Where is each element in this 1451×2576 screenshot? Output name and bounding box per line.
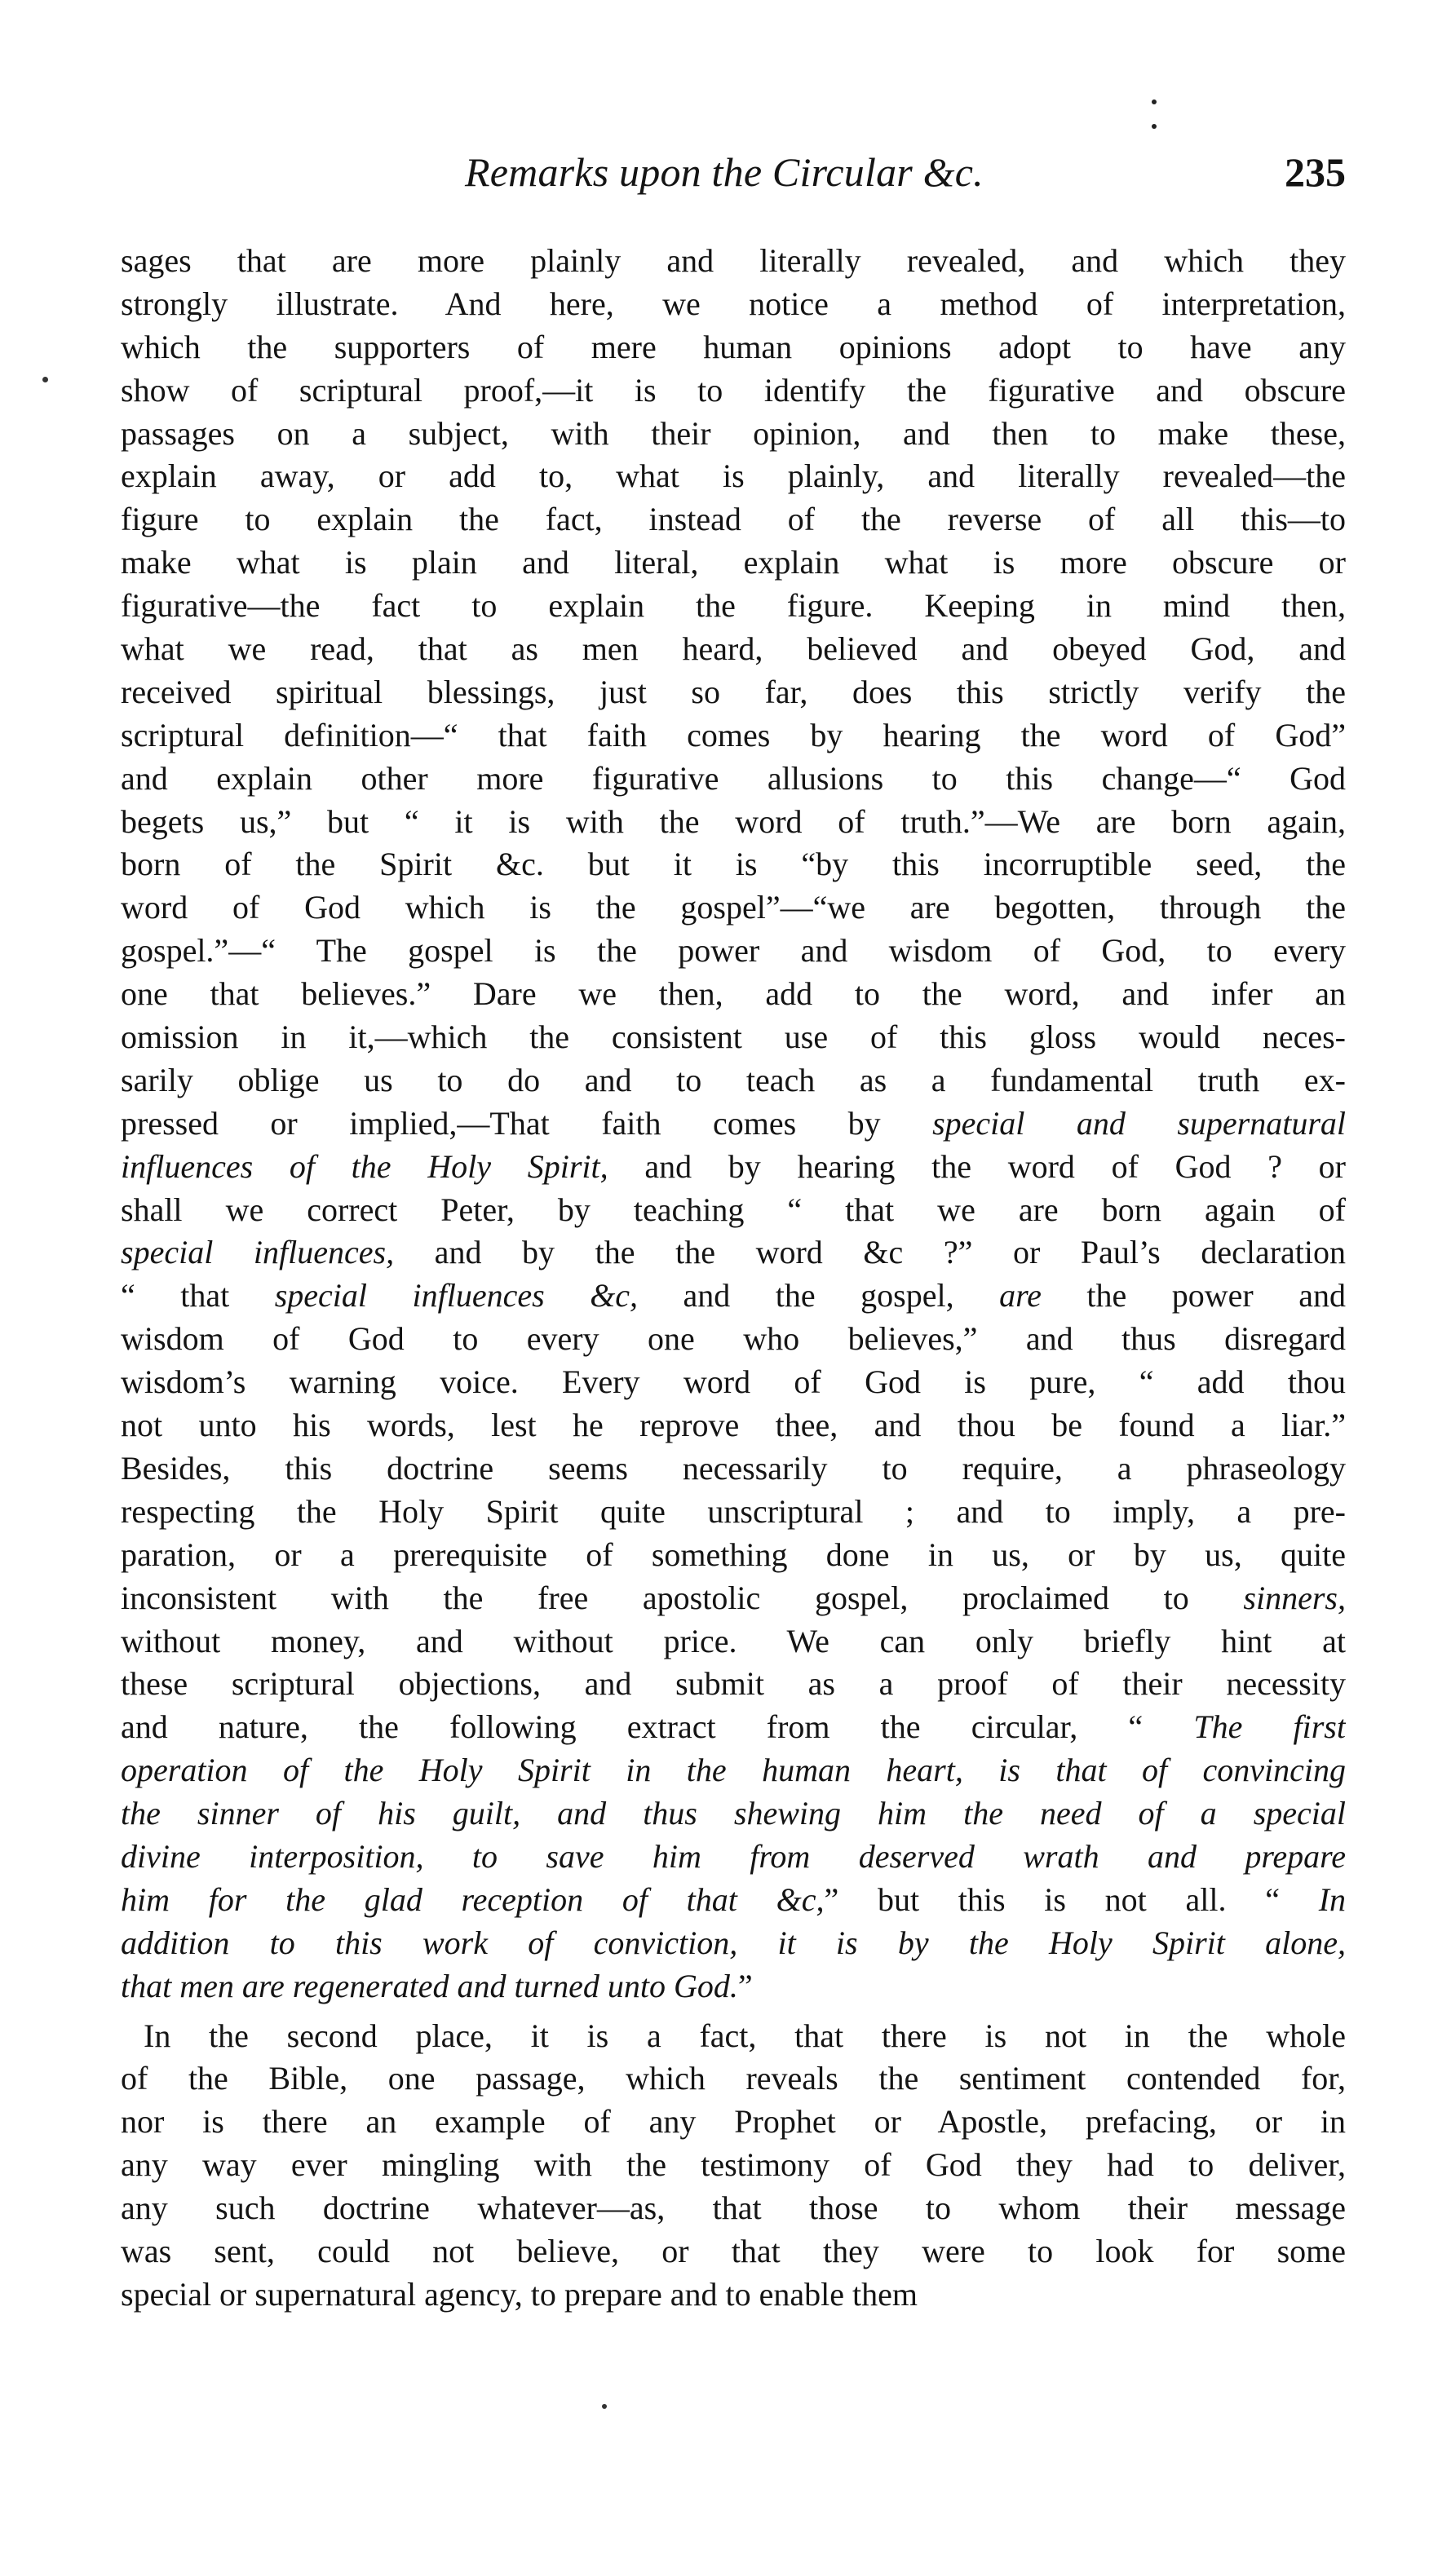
text-run: one that believes.” Dare we then, add to the word, and infer an	[121, 975, 1346, 1013]
text-line	[121, 1879, 1346, 1922]
text-run: the power and	[1041, 1277, 1346, 1315]
text-line	[121, 758, 1346, 801]
text-line	[121, 801, 1346, 844]
text-line	[121, 1491, 1346, 1534]
page-header	[122, 144, 1346, 201]
text-run: respecting the Holy Spirit quite unscriptural ; and to imply, a pre-	[121, 1492, 1346, 1530]
text-run: word of God which is the gospel”—“we are begotten, through the	[121, 889, 1346, 926]
text-line	[121, 2144, 1346, 2187]
text-run: strongly illustrate. And here, we notice a method of interpretation,	[121, 285, 1346, 322]
italic-text: sinners,	[1243, 1579, 1346, 1616]
text-line	[121, 1059, 1346, 1102]
text-line	[121, 2015, 1346, 2058]
text-line	[121, 369, 1346, 413]
text-run: “ that	[121, 1277, 275, 1315]
text-line	[121, 240, 1346, 283]
text-line	[121, 413, 1346, 456]
text-run: sarily oblige us to do and to teach as a fundamental truth ex-	[121, 1061, 1346, 1098]
text-run: and by the the word &c ?” or Paul’s declaration	[394, 1234, 1346, 1271]
running-title: Remarks upon the Circular &c.	[465, 149, 984, 195]
text-line	[121, 2101, 1346, 2144]
text-run: and explain other more figurative allusions to this change—“ God	[121, 759, 1346, 797]
printer-mark-top	[1152, 99, 1157, 142]
text-line	[121, 2273, 1346, 2317]
text-line	[121, 2187, 1346, 2230]
text-run: gospel.”—“ The gospel is the power and wisdom of God, to every	[121, 932, 1346, 970]
italic-text: are	[999, 1277, 1042, 1315]
text-run: what we read, that as men heard, believed and obeyed God, and	[121, 630, 1346, 668]
text-line	[121, 1534, 1346, 1577]
text-line	[121, 498, 1346, 541]
text-line	[121, 2057, 1346, 2101]
italic-text: special influences,	[121, 1234, 395, 1271]
text-line	[121, 1965, 1346, 2008]
italic-text: The first	[1193, 1708, 1346, 1746]
text-run: scriptural definition—“ that faith comes by hearing the word of God”	[121, 716, 1346, 753]
text-run: wisdom of God to every one who believes,” and thus disregard	[121, 1320, 1346, 1358]
italic-text: operation of the Holy Spirit in the human heart, is that of convincing	[121, 1752, 1346, 1789]
text-line	[121, 283, 1346, 326]
italic-text: that men are regenerated and turned unto God.	[121, 1967, 738, 2004]
text-line	[121, 1231, 1346, 1275]
text-run: nor is there an example of any Prophet or Apostle, prefacing, or in	[121, 2103, 1346, 2141]
text-run: and the gospel,	[638, 1277, 1000, 1315]
paragraph	[121, 2015, 1346, 2317]
text-run: was sent, could not believe, or that they were to look for some	[121, 2232, 1346, 2269]
text-run: and by hearing the word of God ? or	[608, 1147, 1346, 1185]
text-run: received spiritual blessings, just so far, does this strictly verify the	[121, 673, 1346, 710]
text-line	[121, 843, 1346, 886]
text-line	[121, 1189, 1346, 1232]
text-run: without money, and without price. We can only briefly hint at	[121, 1622, 1346, 1659]
text-run: Besides, this doctrine seems necessarily to require, a phraseology	[121, 1449, 1346, 1487]
text-line	[121, 1102, 1346, 1146]
text-run: which the supporters of mere human opinions adopt to have any	[121, 328, 1346, 365]
text-run: special or supernatural agency, to prepare and to enable them	[121, 2275, 918, 2313]
text-line	[121, 2230, 1346, 2273]
text-line	[121, 326, 1346, 369]
text-line	[121, 1318, 1346, 1361]
text-line	[121, 1663, 1346, 1706]
text-run: wisdom’s warning voice. Every word of God is pure, “ add thou	[121, 1363, 1346, 1401]
text-run: In the second place, it is a fact, that there is not in the whole	[144, 2017, 1346, 2054]
text-line	[121, 1447, 1346, 1491]
text-run: figurative—the fact to explain the figure. Keeping in mind then,	[121, 587, 1346, 625]
italic-text: In	[1318, 1880, 1346, 1918]
text-line	[121, 1620, 1346, 1664]
text-run: any such doctrine whatever—as, that those to whom their message	[121, 2189, 1346, 2227]
text-line	[121, 455, 1346, 498]
italic-text: influences of the Holy Spirit,	[121, 1147, 608, 1185]
text-run: born of the Spirit &c. but it is “by this incorruptible seed, the	[121, 846, 1346, 883]
text-run: make what is plain and literal, explain what is more obscure or	[121, 544, 1346, 581]
text-run: figure to explain the fact, instead of the reverse of all this—to	[121, 501, 1346, 538]
text-line	[121, 1275, 1346, 1318]
text-line	[121, 886, 1346, 930]
italic-text: addition to this work of conviction, it is by the Holy Spirit alone,	[121, 1924, 1346, 1961]
text-line	[121, 1706, 1346, 1749]
text-run: shall we correct Peter, by teaching “ that we are born again of	[121, 1191, 1346, 1228]
text-line	[121, 714, 1346, 758]
text-line	[121, 1577, 1346, 1620]
text-line	[121, 1361, 1346, 1404]
text-line	[121, 1922, 1346, 1965]
text-run: passages on a subject, with their opinion, and then to make these,	[121, 414, 1346, 452]
ink-speck	[602, 2404, 607, 2409]
text-run: paration, or a prerequisite of something done in us, or by us, quite	[121, 1535, 1346, 1573]
text-run: any way ever mingling with the testimony of God they had to deliver,	[121, 2146, 1346, 2184]
text-run: ”	[737, 1967, 753, 2004]
paragraph	[121, 240, 1346, 2008]
text-line	[121, 1404, 1346, 1447]
italic-text: special and supernatural	[932, 1104, 1346, 1142]
text-line	[121, 1749, 1346, 1792]
text-line	[121, 628, 1346, 671]
text-line	[121, 1792, 1346, 1836]
italic-text: the sinner of his guilt, and thus shewing him the need of a special	[121, 1795, 1346, 1832]
text-run: omission in it,—which the consistent use of this gloss would neces-	[121, 1018, 1346, 1056]
text-line	[121, 541, 1346, 585]
text-run: explain away, or add to, what is plainly, and literally revealed—the	[121, 457, 1346, 495]
text-run: sages that are more plainly and literally revealed, and which they	[121, 242, 1346, 279]
text-run: show of scriptural proof,—it is to identify the figurative and obscure	[121, 371, 1346, 409]
text-line	[121, 1016, 1346, 1059]
text-run: inconsistent with the free apostolic gospel, proclaimed to	[121, 1579, 1244, 1616]
text-run: and nature, the following extract from the circular, “	[121, 1708, 1194, 1746]
text-line	[121, 973, 1346, 1016]
text-run: not unto his words, lest he reprove thee, and thou be found a liar.”	[121, 1407, 1346, 1444]
text-line	[121, 1146, 1346, 1189]
text-run: ” but this is not all. “	[824, 1880, 1319, 1918]
italic-text: divine interposition, to save him from deserved wrath and prepare	[121, 1837, 1346, 1875]
text-line	[121, 1836, 1346, 1879]
text-run: these scriptural objections, and submit as a proof of their necessity	[121, 1665, 1346, 1703]
text-run: begets us,” but “ it is with the word of truth.”—We are born again,	[121, 802, 1346, 840]
text-run: pressed or implied,—That faith comes by	[121, 1104, 933, 1142]
text-line	[121, 930, 1346, 973]
page-number: 235	[1285, 149, 1346, 195]
italic-text: him for the glad reception of that &c,	[121, 1880, 825, 1918]
text-line	[121, 671, 1346, 714]
ink-speck	[42, 377, 48, 382]
body-text	[121, 240, 1346, 2317]
text-run: of the Bible, one passage, which reveals the sentiment contended for,	[121, 2060, 1346, 2097]
text-line	[121, 585, 1346, 628]
italic-text: special influences &c,	[274, 1277, 639, 1315]
